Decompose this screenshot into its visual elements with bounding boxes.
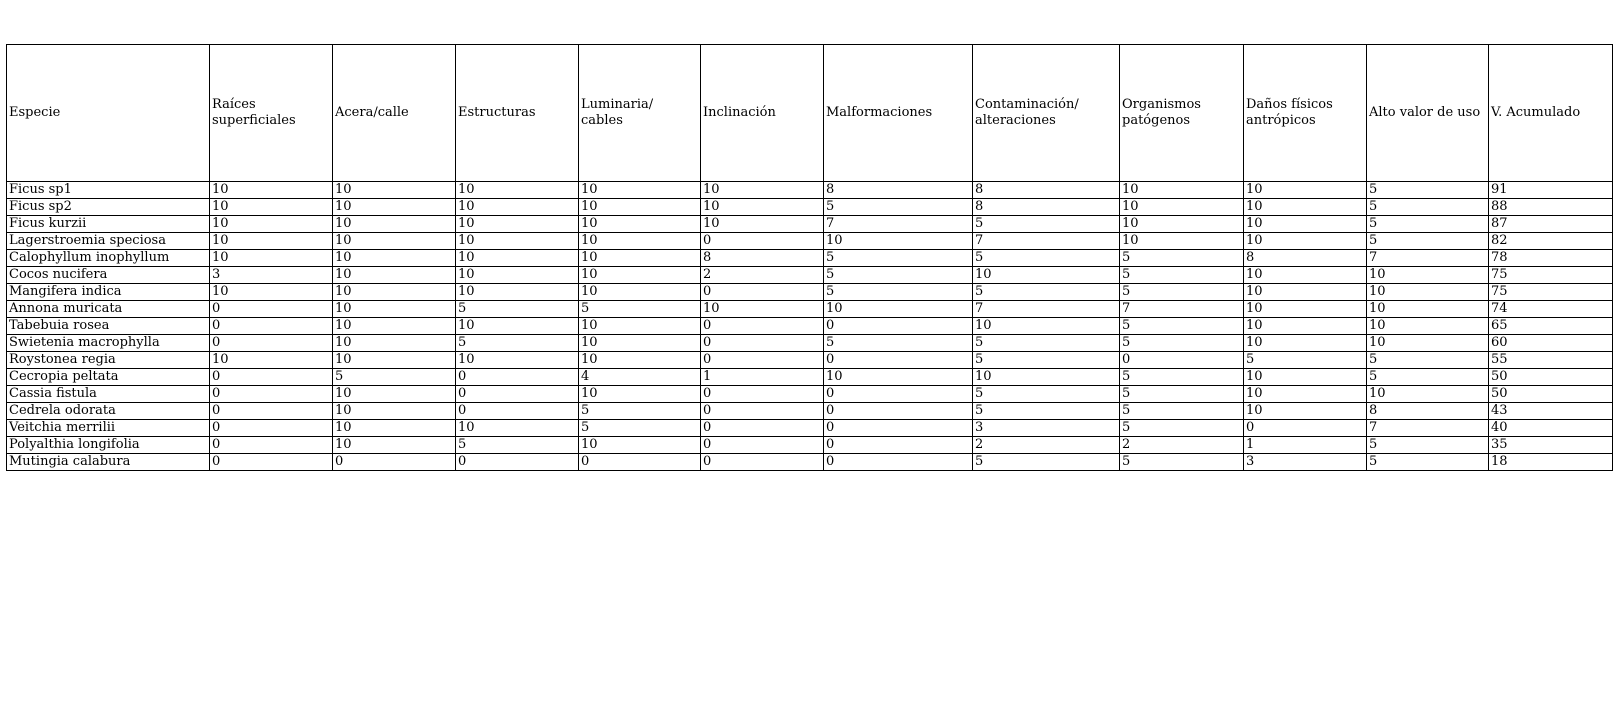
score-cell: 10: [1367, 301, 1489, 318]
score-cell: 10: [456, 420, 579, 437]
score-cell: 0: [456, 403, 579, 420]
score-cell: 87: [1489, 216, 1613, 233]
score-cell: 10: [1367, 335, 1489, 352]
score-cell: 10: [456, 250, 579, 267]
species-name-cell: Polyalthia longifolia: [7, 437, 210, 454]
score-cell: 0: [701, 352, 824, 369]
score-cell: 10: [579, 335, 701, 352]
score-cell: 10: [333, 386, 456, 403]
score-cell: 18: [1489, 454, 1613, 471]
score-cell: 10: [1244, 216, 1367, 233]
score-cell: 82: [1489, 233, 1613, 250]
score-cell: 10: [1120, 199, 1244, 216]
species-name-cell: Ficus sp1: [7, 182, 210, 199]
table-row: [7, 386, 1613, 403]
score-cell: 3: [973, 420, 1120, 437]
score-cell: 10: [824, 233, 973, 250]
score-cell: 10: [333, 301, 456, 318]
score-cell: 5: [1367, 216, 1489, 233]
species-name-cell: Cedrela odorata: [7, 403, 210, 420]
score-cell: 2: [701, 267, 824, 284]
score-cell: 10: [1244, 267, 1367, 284]
score-cell: 10: [333, 335, 456, 352]
score-cell: 0: [333, 454, 456, 471]
score-cell: 10: [579, 267, 701, 284]
score-cell: 0: [456, 386, 579, 403]
score-cell: 0: [210, 454, 333, 471]
score-cell: 0: [701, 233, 824, 250]
score-cell: 5: [1120, 454, 1244, 471]
score-cell: 5: [1120, 386, 1244, 403]
column-header: Alto valor de uso: [1367, 45, 1489, 182]
score-cell: 10: [1244, 182, 1367, 199]
score-cell: 10: [973, 369, 1120, 386]
score-cell: 8: [1244, 250, 1367, 267]
score-cell: 0: [701, 318, 824, 335]
score-cell: 10: [579, 250, 701, 267]
score-cell: 7: [973, 301, 1120, 318]
score-cell: 10: [210, 233, 333, 250]
score-cell: 88: [1489, 199, 1613, 216]
score-cell: 55: [1489, 352, 1613, 369]
score-cell: 40: [1489, 420, 1613, 437]
score-cell: 5: [824, 284, 973, 301]
score-cell: 10: [1367, 284, 1489, 301]
score-cell: 10: [1244, 301, 1367, 318]
score-cell: 5: [824, 335, 973, 352]
score-cell: 5: [1120, 403, 1244, 420]
score-cell: 5: [1367, 352, 1489, 369]
score-cell: 0: [701, 335, 824, 352]
score-cell: 5: [1367, 454, 1489, 471]
score-cell: 10: [579, 216, 701, 233]
score-cell: 5: [973, 403, 1120, 420]
score-cell: 5: [973, 386, 1120, 403]
score-cell: 0: [210, 403, 333, 420]
score-cell: 10: [456, 182, 579, 199]
score-cell: 0: [824, 318, 973, 335]
score-cell: 4: [579, 369, 701, 386]
score-cell: 7: [1367, 250, 1489, 267]
score-cell: 10: [456, 233, 579, 250]
score-cell: 0: [701, 386, 824, 403]
score-cell: 0: [824, 454, 973, 471]
score-cell: 10: [579, 199, 701, 216]
score-cell: 2: [1120, 437, 1244, 454]
score-cell: 10: [333, 182, 456, 199]
score-cell: 10: [701, 182, 824, 199]
species-name-cell: Mangifera indica: [7, 284, 210, 301]
score-cell: 10: [1367, 318, 1489, 335]
score-cell: 10: [333, 420, 456, 437]
score-cell: 0: [210, 318, 333, 335]
score-cell: 10: [973, 318, 1120, 335]
score-cell: 5: [824, 267, 973, 284]
score-cell: 5: [1120, 318, 1244, 335]
score-cell: 1: [1244, 437, 1367, 454]
score-cell: 0: [1120, 352, 1244, 369]
score-cell: 5: [1244, 352, 1367, 369]
score-cell: 10: [824, 301, 973, 318]
species-name-cell: Tabebuia rosea: [7, 318, 210, 335]
score-cell: 5: [1367, 199, 1489, 216]
score-cell: 10: [579, 437, 701, 454]
score-cell: 10: [1244, 386, 1367, 403]
score-cell: 0: [210, 301, 333, 318]
score-cell: 5: [1120, 420, 1244, 437]
species-name-cell: Calophyllum inophyllum: [7, 250, 210, 267]
score-cell: 5: [456, 437, 579, 454]
score-cell: 10: [1244, 369, 1367, 386]
score-cell: 5: [333, 369, 456, 386]
table-row: [7, 352, 1613, 369]
score-cell: 5: [973, 284, 1120, 301]
score-cell: 10: [1244, 233, 1367, 250]
table-body: [7, 182, 1613, 471]
score-cell: 5: [1367, 369, 1489, 386]
score-cell: 10: [333, 267, 456, 284]
score-cell: 10: [333, 318, 456, 335]
score-cell: 5: [1120, 250, 1244, 267]
score-cell: 10: [579, 318, 701, 335]
column-header: Acera/calle: [333, 45, 456, 182]
species-name-cell: Cecropia peltata: [7, 369, 210, 386]
score-cell: 10: [1367, 267, 1489, 284]
score-cell: 8: [701, 250, 824, 267]
score-cell: 0: [210, 386, 333, 403]
score-cell: 0: [824, 420, 973, 437]
score-cell: 7: [973, 233, 1120, 250]
score-cell: 10: [456, 352, 579, 369]
score-cell: 10: [1120, 216, 1244, 233]
score-cell: 0: [824, 403, 973, 420]
score-cell: 10: [210, 182, 333, 199]
score-cell: 5: [1367, 182, 1489, 199]
species-name-cell: Ficus kurzii: [7, 216, 210, 233]
score-cell: 74: [1489, 301, 1613, 318]
score-cell: 0: [824, 437, 973, 454]
score-cell: 7: [1120, 301, 1244, 318]
score-cell: 1: [701, 369, 824, 386]
score-cell: 0: [210, 369, 333, 386]
score-cell: 10: [1244, 335, 1367, 352]
score-cell: 10: [456, 199, 579, 216]
score-cell: 10: [210, 284, 333, 301]
column-header: Estructuras: [456, 45, 579, 182]
score-cell: 2: [973, 437, 1120, 454]
species-name-cell: Veitchia merrilii: [7, 420, 210, 437]
score-cell: 10: [1367, 386, 1489, 403]
score-cell: 5: [579, 420, 701, 437]
score-cell: 8: [1367, 403, 1489, 420]
column-header: Organismos patógenos: [1120, 45, 1244, 182]
score-cell: 35: [1489, 437, 1613, 454]
column-header: Luminaria/ cables: [579, 45, 701, 182]
score-cell: 5: [1120, 369, 1244, 386]
score-cell: 10: [973, 267, 1120, 284]
table-row: [7, 216, 1613, 233]
score-cell: 0: [701, 454, 824, 471]
score-cell: 10: [456, 284, 579, 301]
score-cell: 7: [824, 216, 973, 233]
score-cell: 10: [824, 369, 973, 386]
score-cell: 8: [973, 182, 1120, 199]
score-cell: 10: [210, 199, 333, 216]
species-name-cell: Cocos nucifera: [7, 267, 210, 284]
score-cell: 91: [1489, 182, 1613, 199]
species-name-cell: Roystonea regia: [7, 352, 210, 369]
score-cell: 5: [973, 454, 1120, 471]
score-cell: 75: [1489, 284, 1613, 301]
header-row: [7, 45, 1613, 182]
score-cell: 10: [1120, 182, 1244, 199]
score-cell: 78: [1489, 250, 1613, 267]
species-name-cell: Mutingia calabura: [7, 454, 210, 471]
score-cell: 10: [1244, 284, 1367, 301]
score-cell: 5: [1367, 233, 1489, 250]
score-cell: 10: [333, 216, 456, 233]
score-cell: 8: [824, 182, 973, 199]
score-cell: 0: [456, 369, 579, 386]
score-cell: 10: [579, 386, 701, 403]
score-cell: 10: [701, 199, 824, 216]
column-header: Inclinación: [701, 45, 824, 182]
score-cell: 5: [1120, 335, 1244, 352]
score-cell: 50: [1489, 386, 1613, 403]
score-cell: 10: [701, 301, 824, 318]
score-cell: 5: [1120, 267, 1244, 284]
score-cell: 0: [210, 335, 333, 352]
score-cell: 10: [701, 216, 824, 233]
score-cell: 10: [456, 216, 579, 233]
score-cell: 5: [456, 335, 579, 352]
score-cell: 10: [210, 352, 333, 369]
score-cell: 5: [1120, 284, 1244, 301]
score-cell: 10: [456, 318, 579, 335]
score-cell: 0: [701, 420, 824, 437]
column-header: Raíces superficiales: [210, 45, 333, 182]
table-row: [7, 301, 1613, 318]
score-cell: 5: [824, 250, 973, 267]
score-cell: 10: [333, 250, 456, 267]
table-row: [7, 284, 1613, 301]
table-row: [7, 233, 1613, 250]
table-row: [7, 318, 1613, 335]
score-cell: 60: [1489, 335, 1613, 352]
score-cell: 5: [1367, 437, 1489, 454]
score-cell: 3: [1244, 454, 1367, 471]
species-name-cell: Swietenia macrophylla: [7, 335, 210, 352]
score-cell: 10: [333, 233, 456, 250]
score-cell: 10: [1244, 403, 1367, 420]
column-header: Daños físicos antrópicos: [1244, 45, 1367, 182]
table-row: [7, 182, 1613, 199]
score-cell: 0: [210, 437, 333, 454]
score-cell: 0: [701, 437, 824, 454]
score-cell: 10: [333, 352, 456, 369]
score-cell: 10: [210, 216, 333, 233]
species-evaluation-table: [6, 44, 1613, 471]
score-cell: 10: [333, 199, 456, 216]
score-cell: 43: [1489, 403, 1613, 420]
score-cell: 10: [579, 233, 701, 250]
score-cell: 0: [701, 284, 824, 301]
table-row: [7, 199, 1613, 216]
score-cell: 5: [973, 250, 1120, 267]
species-name-cell: Annona muricata: [7, 301, 210, 318]
column-header: Especie: [7, 45, 210, 182]
score-cell: 5: [579, 301, 701, 318]
score-cell: 0: [701, 403, 824, 420]
score-cell: 7: [1367, 420, 1489, 437]
table-row: [7, 403, 1613, 420]
score-cell: 10: [333, 437, 456, 454]
column-header: Contaminación/ alteraciones: [973, 45, 1120, 182]
score-cell: 8: [973, 199, 1120, 216]
score-cell: 10: [333, 284, 456, 301]
species-name-cell: Ficus sp2: [7, 199, 210, 216]
table-row: [7, 267, 1613, 284]
score-cell: 10: [1244, 318, 1367, 335]
score-cell: 75: [1489, 267, 1613, 284]
score-cell: 10: [1120, 233, 1244, 250]
score-cell: 5: [824, 199, 973, 216]
score-cell: 5: [579, 403, 701, 420]
score-cell: 10: [333, 403, 456, 420]
table-header: [7, 45, 1613, 182]
table-row: [7, 250, 1613, 267]
species-name-cell: Cassia fistula: [7, 386, 210, 403]
table-row: [7, 369, 1613, 386]
score-cell: 10: [579, 352, 701, 369]
score-cell: 0: [456, 454, 579, 471]
score-cell: 0: [824, 386, 973, 403]
score-cell: 0: [1244, 420, 1367, 437]
score-cell: 5: [973, 335, 1120, 352]
score-cell: 0: [210, 420, 333, 437]
table-row: [7, 420, 1613, 437]
score-cell: 10: [579, 284, 701, 301]
score-cell: 50: [1489, 369, 1613, 386]
species-name-cell: Lagerstroemia speciosa: [7, 233, 210, 250]
score-cell: 5: [973, 216, 1120, 233]
score-cell: 5: [456, 301, 579, 318]
score-cell: 10: [1244, 199, 1367, 216]
score-cell: 0: [824, 352, 973, 369]
score-cell: 5: [973, 352, 1120, 369]
column-header: Malformaciones: [824, 45, 973, 182]
score-cell: 10: [579, 182, 701, 199]
table-row: [7, 437, 1613, 454]
column-header: V. Acumulado: [1489, 45, 1613, 182]
table-row: [7, 335, 1613, 352]
score-cell: 3: [210, 267, 333, 284]
score-cell: 10: [456, 267, 579, 284]
table-row: [7, 454, 1613, 471]
score-cell: 65: [1489, 318, 1613, 335]
score-cell: 0: [579, 454, 701, 471]
score-cell: 10: [210, 250, 333, 267]
